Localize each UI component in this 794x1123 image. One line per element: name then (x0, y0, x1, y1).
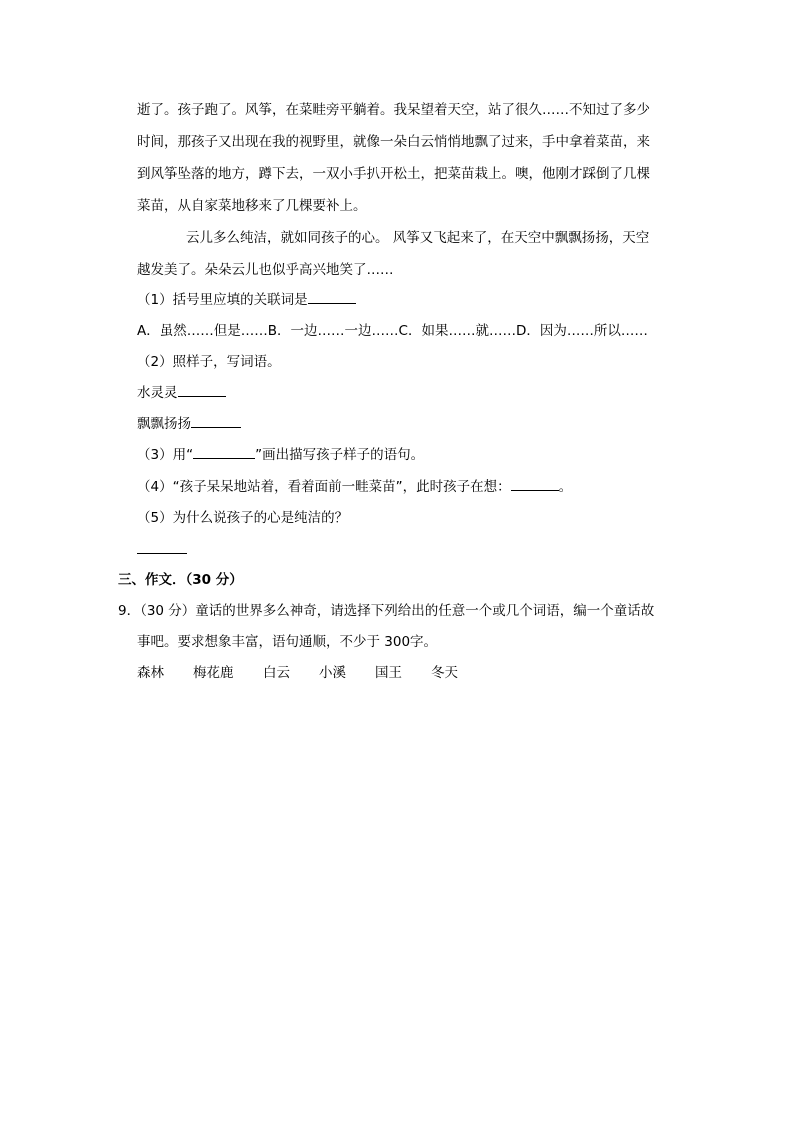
question-4 (137, 481, 572, 495)
option-b: B．一边……一边…… (267, 323, 399, 339)
passage-para2-line-1: 云儿多么纯洁，就如同孩子的心。 风筝又飞起来了，在天空中飘飘扬扬，天空 (186, 230, 650, 246)
question-3 (137, 449, 424, 463)
answer-blank-2b (191, 426, 241, 428)
passage-para2-line-2: 越发美了。朵朵云儿也似乎高兴地笑了…… (137, 262, 394, 278)
option-c: C．如果……就…… (398, 323, 516, 339)
answer-blank-2a (178, 395, 226, 397)
example-word-2: 飘飘扬扬 (137, 416, 191, 432)
answer-blank-5 (137, 553, 187, 554)
answer-blank-4 (511, 489, 559, 491)
option-d: D．因为……所以…… (515, 323, 648, 339)
passage-line-3: 到风筝坠落的地方，蹲下去，一双小手扒开松土，把菜苗栽上。噢，他刚才踩倒了几棵 (137, 166, 650, 182)
word-item: 森林 (137, 665, 164, 681)
word-item: 小溪 (319, 665, 346, 681)
word-item: 白云 (263, 665, 290, 681)
question-2-word-2 (137, 418, 241, 432)
question-1-options (137, 325, 648, 339)
question-1-text: （1）括号里应填的关联词是 (137, 292, 308, 308)
underline-sample (193, 457, 255, 459)
question-2: （2）照样子，写词语。 (137, 354, 281, 370)
question-9-line-1: 9．（30 分）童话的世界多么神奇，请选择下列给出的任意一个或几个词语，编一个童话故 (118, 603, 655, 619)
passage-line-1: 逝了。孩子跑了。风筝，在菜畦旁平躺着。我呆望着天空，站了很久……不知过了多少 (137, 102, 650, 118)
question-4-prefix: （4）“孩子呆呆地站着，看着面前一畦菜苗”，此时孩子在想： (137, 479, 511, 495)
option-a: A．虽然……但是…… (137, 323, 268, 339)
word-item: 梅花鹿 (193, 665, 234, 681)
section-3-heading: 三、作文．（30 分） (118, 572, 243, 588)
question-1 (137, 294, 356, 308)
word-item: 国王 (375, 665, 402, 681)
answer-blank-1 (308, 302, 356, 304)
word-item: 冬天 (431, 665, 458, 681)
question-2-word-1 (137, 387, 226, 401)
example-word-1: 水灵灵 (137, 385, 178, 401)
passage-line-2: 时间，那孩子又出现在我的视野里，就像一朵白云悄悄地飘了过来，手中拿着菜苗，来 (137, 134, 650, 150)
question-3-suffix: ”画出描写孩子样子的语句。 (255, 447, 425, 463)
question-9-line-2: 事吧。要求想象丰富，语句通顺，不少于 300字。 (137, 634, 438, 650)
question-3-prefix: （3）用“ (137, 447, 194, 463)
passage-line-4: 菜苗，从自家菜地移来了几棵要补上。 (137, 198, 367, 214)
question-5: （5）为什么说孩子的心是纯洁的？ (137, 510, 349, 526)
question-4-suffix: 。 (558, 479, 573, 495)
